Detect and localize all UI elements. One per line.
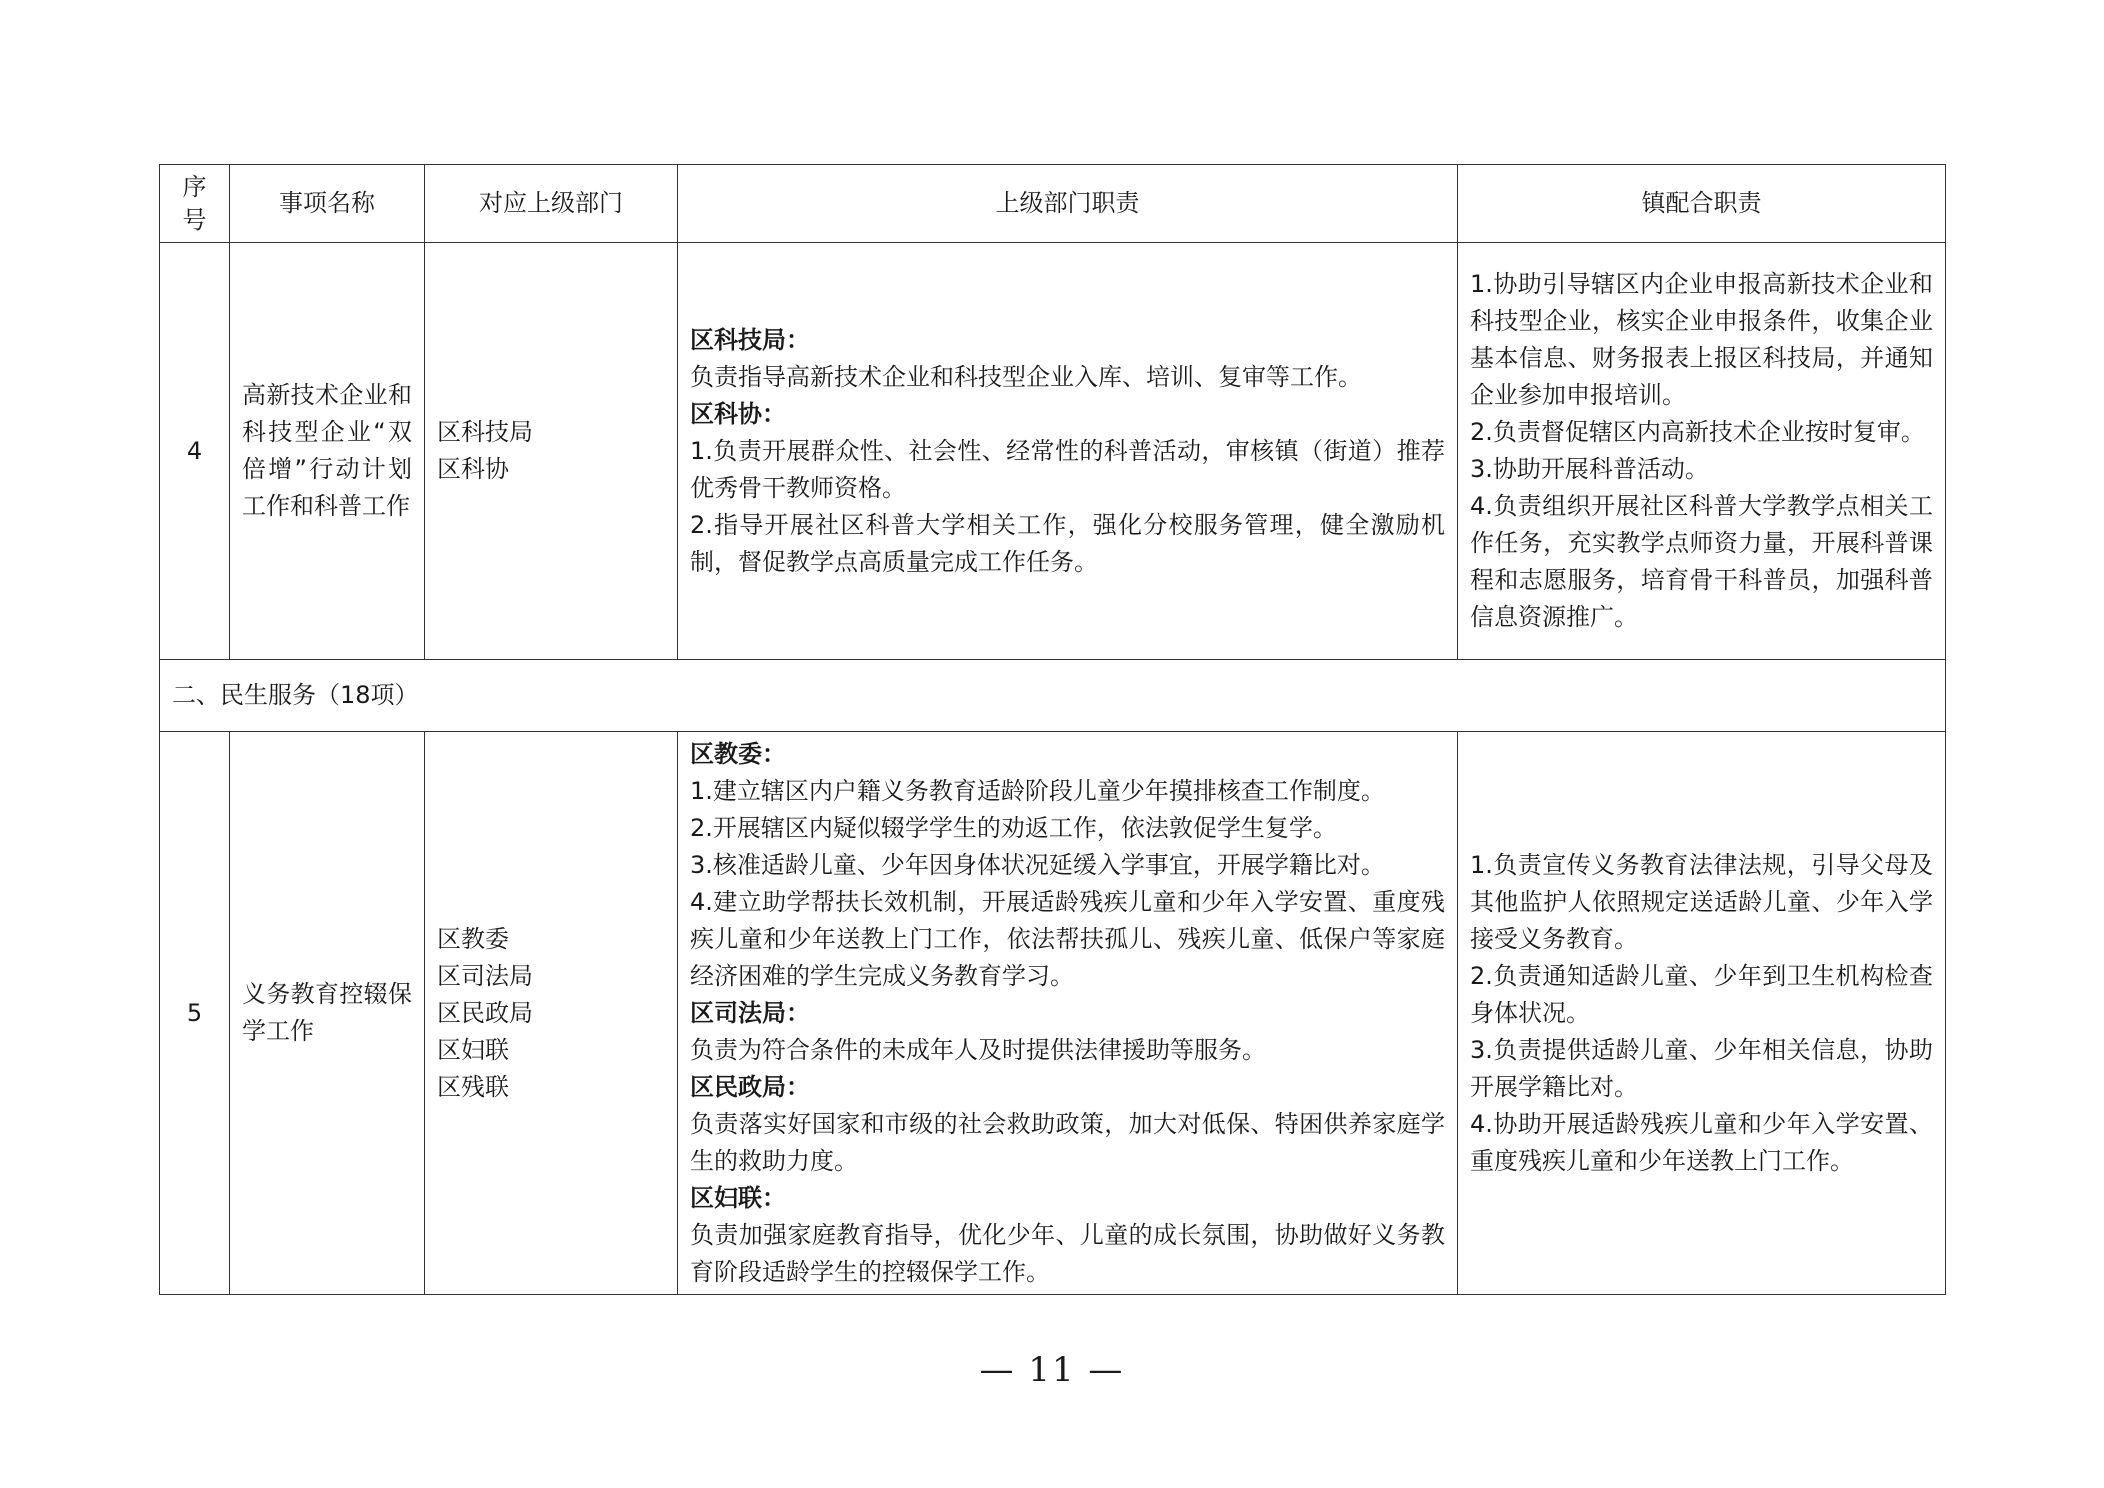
duty-text: 负责落实好国家和市级的社会救助政策，加大对低保、特困供养家庭学生的救助力度。 — [690, 1109, 1445, 1175]
section-heading: 二、民生服务（18项） — [160, 660, 1946, 732]
row-town-duties — [1458, 732, 1946, 1295]
table-row — [160, 243, 1946, 660]
row-superior-duties — [678, 732, 1458, 1295]
duty-heading: 区妇联： — [690, 1183, 786, 1212]
department-name: 区教委 — [437, 924, 509, 953]
department-name: 区民政局 — [437, 998, 533, 1027]
page-number: — 11 — — [979, 1350, 1125, 1390]
row-item-name: 高新技术企业和科技型企业“双倍增”行动计划工作和科普工作 — [230, 243, 425, 660]
row-seq: 5 — [160, 732, 230, 1295]
row-town-duties — [1458, 243, 1946, 660]
duty-heading: 区民政局： — [690, 1072, 810, 1101]
duty-table — [159, 164, 1946, 1295]
town-duty-text: 3.协助开展科普活动。 — [1470, 455, 1709, 483]
header-superior-department: 对应上级部门 — [425, 165, 678, 243]
duty-heading: 区科技局： — [690, 325, 810, 354]
department-name: 区司法局 — [437, 961, 533, 990]
town-duty-text: 2.负责通知适龄儿童、少年到卫生机构检查身体状况。 — [1470, 961, 1933, 1027]
duty-text: 2.开展辖区内疑似辍学学生的劝返工作，依法敦促学生复学。 — [690, 813, 1337, 842]
row-superior-duties — [678, 243, 1458, 660]
duty-heading: 区司法局： — [690, 998, 810, 1027]
town-duty-text: 1.负责宣传义务教育法律法规，引导父母及其他监护人依照规定送适龄儿童、少年入学接受义务教育。 — [1470, 850, 1933, 953]
duty-text: 负责指导高新技术企业和科技型企业入库、培训、复审等工作。 — [690, 362, 1362, 391]
section-heading-row — [160, 660, 1946, 732]
duty-text: 2.指导开展社区科普大学相关工作，强化分校服务管理，健全激励机制，督促教学点高质量完成工作任务。 — [690, 510, 1445, 576]
duty-text: 1.负责开展群众性、社会性、经常性的科普活动，审核镇（街道）推荐优秀骨干教师资格。 — [690, 436, 1445, 502]
duty-text: 4.建立助学帮扶长效机制，开展适龄残疾儿童和少年入学安置、重度残疾儿童和少年送教上门工作，依法帮扶孤儿、残疾儿童、低保户等家庭经济困难的学生完成义务教育学习。 — [690, 887, 1445, 990]
duty-heading: 区科协： — [690, 399, 786, 428]
town-duty-text: 4.负责组织开展社区科普大学教学点相关工作任务，充实教学点师资力量，开展科普课程和志愿服务，培育骨干科普员，加强科普信息资源推广。 — [1470, 492, 1933, 631]
department-name: 区妇联 — [437, 1035, 509, 1064]
duty-text: 负责加强家庭教育指导，优化少年、儿童的成长氛围，协助做好义务教育阶段适龄学生的控辍保学工作。 — [690, 1220, 1445, 1286]
duty-text: 3.核准适龄儿童、少年因身体状况延缓入学事宜，开展学籍比对。 — [690, 850, 1385, 879]
row-departments — [425, 243, 678, 660]
table-row — [160, 732, 1946, 1295]
duty-heading: 区教委： — [690, 739, 786, 768]
header-superior-duties: 上级部门职责 — [678, 165, 1458, 243]
town-duty-text: 2.负责督促辖区内高新技术企业按时复审。 — [1470, 418, 1925, 446]
town-duty-text: 1.协助引导辖区内企业申报高新技术企业和科技型企业，核实企业申报条件，收集企业基本信息、财务报表上报区科技局，并通知企业参加申报培训。 — [1470, 270, 1933, 409]
row-seq: 4 — [160, 243, 230, 660]
row-departments — [425, 732, 678, 1295]
department-name: 区残联 — [437, 1072, 509, 1101]
header-item-name: 事项名称 — [230, 165, 425, 243]
table-header-row — [160, 165, 1946, 243]
duty-text: 负责为符合条件的未成年人及时提供法律援助等服务。 — [690, 1035, 1266, 1064]
row-item-name: 义务教育控辍保学工作 — [230, 732, 425, 1295]
duty-text: 1.建立辖区内户籍义务教育适龄阶段儿童少年摸排核查工作制度。 — [690, 776, 1385, 805]
town-duty-text: 3.负责提供适龄儿童、少年相关信息，协助开展学籍比对。 — [1470, 1035, 1933, 1101]
header-seq: 序号 — [160, 165, 230, 243]
town-duty-text: 4.协助开展适龄残疾儿童和少年入学安置、重度残疾儿童和少年送教上门工作。 — [1470, 1109, 1933, 1175]
header-town-duties: 镇配合职责 — [1458, 165, 1946, 243]
department-name: 区科技局 — [437, 418, 533, 446]
department-name: 区科协 — [437, 455, 509, 483]
